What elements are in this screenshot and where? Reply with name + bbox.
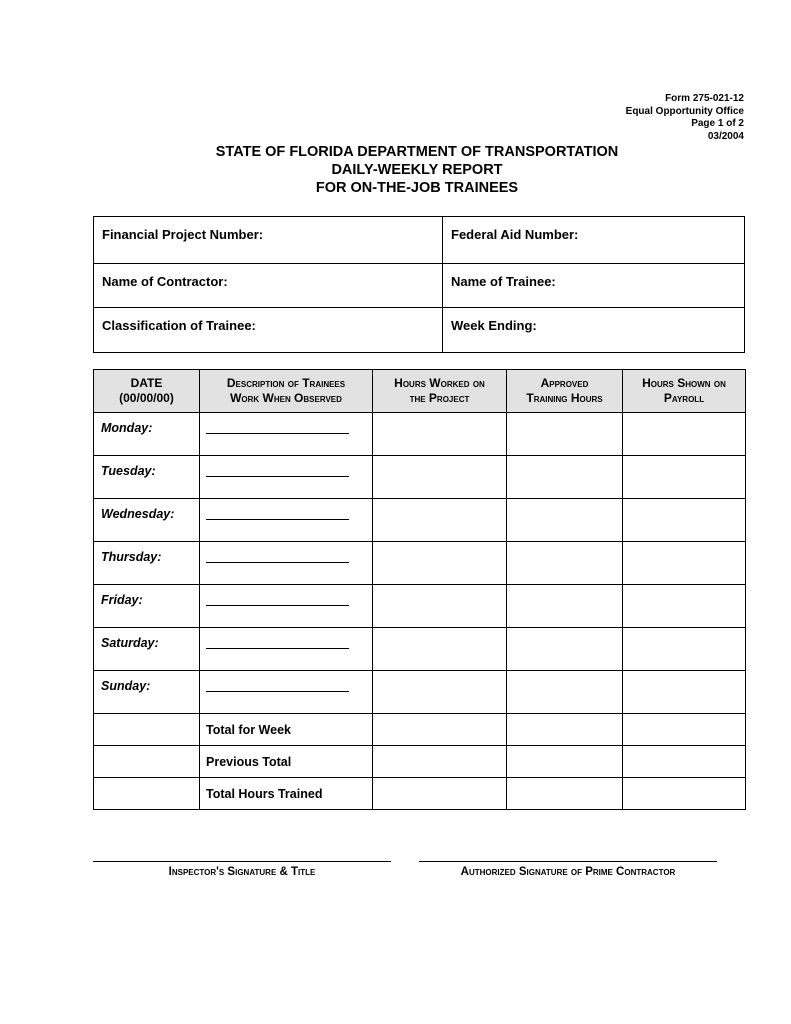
hours-worked-cell[interactable]: [373, 413, 507, 456]
day-label: Sunday:: [94, 671, 200, 714]
table-row: [94, 585, 746, 628]
total-hours-worked-cell[interactable]: [373, 714, 507, 746]
day-label: Friday:: [94, 585, 200, 628]
description-cell[interactable]: [200, 628, 373, 671]
contractor-signature-line[interactable]: [419, 861, 717, 862]
payroll-hours-cell[interactable]: [623, 456, 746, 499]
approved-hours-cell[interactable]: [507, 628, 623, 671]
form-metadata: [626, 93, 744, 143]
approved-header-line-2: Training Hours: [526, 391, 603, 405]
description-column-header: [200, 370, 373, 413]
hours-worked-cell[interactable]: [373, 585, 507, 628]
total-approved-hours-cell[interactable]: [507, 746, 623, 778]
total-date-cell: [94, 746, 200, 778]
title-line-1: STATE OF FLORIDA DEPARTMENT OF TRANSPORTATION: [215, 144, 619, 160]
description-blank-line: [206, 642, 349, 649]
approved-hours-cell[interactable]: [507, 671, 623, 714]
approved-hours-cell[interactable]: [507, 456, 623, 499]
payroll-header-line-2: Payroll: [663, 391, 705, 405]
total-row: [94, 746, 746, 778]
hours-table: [93, 369, 746, 810]
form-date: 03/2004: [707, 130, 744, 142]
description-cell[interactable]: [200, 671, 373, 714]
table-header-row: [94, 370, 746, 413]
total-label: Previous Total: [200, 746, 373, 778]
day-label: Monday:: [94, 413, 200, 456]
hours-worked-column-header: [373, 370, 507, 413]
total-row: [94, 714, 746, 746]
week-ending-label: Week Ending:: [451, 318, 537, 333]
financial-project-number-label: Financial Project Number:: [102, 227, 264, 242]
hours-worked-header-line-1: Hours Worked on: [394, 376, 485, 390]
inspector-signature-line[interactable]: [93, 861, 391, 862]
payroll-hours-cell[interactable]: [623, 499, 746, 542]
day-label: Wednesday:: [94, 499, 200, 542]
approved-hours-column-header: [507, 370, 623, 413]
description-cell[interactable]: [200, 456, 373, 499]
payroll-hours-cell[interactable]: [623, 585, 746, 628]
hours-worked-cell[interactable]: [373, 542, 507, 585]
description-blank-line: [206, 427, 349, 434]
approved-hours-cell[interactable]: [507, 585, 623, 628]
description-cell[interactable]: [200, 499, 373, 542]
table-row: [94, 671, 746, 714]
description-blank-line: [206, 599, 349, 606]
total-label: Total Hours Trained: [200, 778, 373, 810]
trainee-name-field[interactable]: [443, 264, 745, 308]
trainee-classification-label: Classification of Trainee:: [102, 318, 256, 333]
week-ending-field[interactable]: [443, 308, 745, 353]
payroll-header-line-1: Hours Shown on: [642, 376, 726, 390]
financial-project-number-field[interactable]: [94, 217, 443, 264]
approved-header-line-1: Approved: [540, 376, 589, 390]
federal-aid-number-label: Federal Aid Number:: [451, 227, 579, 242]
description-blank-line: [206, 513, 349, 520]
hours-worked-header-line-2: the Project: [409, 391, 470, 405]
form-number: Form 275-021-12: [665, 93, 744, 104]
total-hours-worked-cell[interactable]: [373, 746, 507, 778]
table-row: [94, 542, 746, 585]
day-label: Saturday:: [94, 628, 200, 671]
table-row: [94, 413, 746, 456]
payroll-hours-cell[interactable]: [623, 671, 746, 714]
total-label: Total for Week: [200, 714, 373, 746]
description-cell[interactable]: [200, 413, 373, 456]
total-approved-hours-cell[interactable]: [507, 778, 623, 810]
hours-worked-cell[interactable]: [373, 456, 507, 499]
description-cell[interactable]: [200, 542, 373, 585]
description-blank-line: [206, 685, 349, 692]
payroll-hours-cell[interactable]: [623, 413, 746, 456]
payroll-hours-cell[interactable]: [623, 628, 746, 671]
total-date-cell: [94, 714, 200, 746]
contractor-name-label: Name of Contractor:: [102, 274, 228, 289]
title-line-3: FOR ON-THE-JOB TRAINEES: [315, 180, 519, 196]
contractor-signature-label: Authorized Signature of Prime Contractor: [460, 866, 676, 878]
inspector-signature-label: Inspector's Signature & Title: [168, 866, 316, 878]
table-row: [94, 456, 746, 499]
day-label: Tuesday:: [94, 456, 200, 499]
payroll-hours-column-header: [623, 370, 746, 413]
total-row: [94, 778, 746, 810]
hours-worked-cell[interactable]: [373, 628, 507, 671]
total-payroll-hours-cell[interactable]: [623, 714, 746, 746]
total-payroll-hours-cell[interactable]: [623, 746, 746, 778]
office-name: Equal Opportunity Office: [625, 105, 744, 117]
trainee-classification-field[interactable]: [94, 308, 443, 353]
description-header-line-1: Description of Trainees: [226, 376, 346, 390]
date-header-line-2: (00/00/00): [119, 391, 174, 405]
federal-aid-number-field[interactable]: [443, 217, 745, 264]
approved-hours-cell[interactable]: [507, 499, 623, 542]
description-blank-line: [206, 556, 349, 563]
title-line-2: DAILY-WEEKLY REPORT: [331, 162, 503, 178]
total-date-cell: [94, 778, 200, 810]
document-title: [0, 143, 791, 197]
approved-hours-cell[interactable]: [507, 542, 623, 585]
total-hours-worked-cell[interactable]: [373, 778, 507, 810]
description-cell[interactable]: [200, 585, 373, 628]
day-label: Thursday:: [94, 542, 200, 585]
approved-hours-cell[interactable]: [507, 413, 623, 456]
project-info-table: [93, 216, 745, 353]
date-column-header: [94, 370, 200, 413]
description-blank-line: [206, 470, 349, 477]
table-row: [94, 499, 746, 542]
total-payroll-hours-cell[interactable]: [623, 778, 746, 810]
table-row: [94, 628, 746, 671]
hours-worked-cell[interactable]: [373, 499, 507, 542]
payroll-hours-cell[interactable]: [623, 542, 746, 585]
contractor-name-field[interactable]: [94, 264, 443, 308]
description-header-line-2: Work When Observed: [230, 391, 342, 405]
total-approved-hours-cell[interactable]: [507, 714, 623, 746]
date-header-line-1: DATE: [130, 376, 163, 390]
page-indicator: Page 1 of 2: [691, 118, 744, 129]
trainee-name-label: Name of Trainee:: [451, 274, 556, 289]
hours-worked-cell[interactable]: [373, 671, 507, 714]
